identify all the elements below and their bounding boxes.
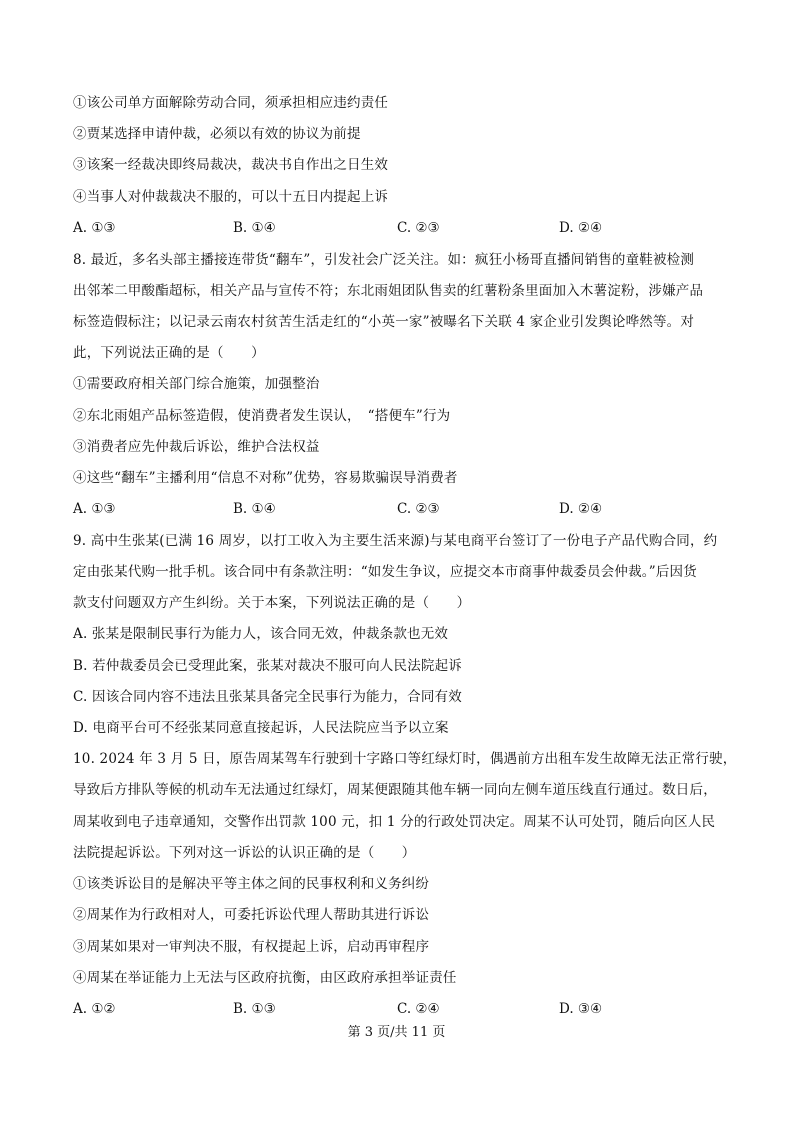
q7-statement-2: ②贾某选择申请仲裁，必须以有效的协议为前提 (73, 126, 361, 142)
q9-choice-b: B. 若仲裁委员会已受理此案，张某对裁决不服可向人民法院起诉 (73, 658, 463, 674)
q9-stem-line-2: 定由张某代购一批手机。该合同中有条款注明：“如发生争议，应提交本市商事仲裁委员会仲裁。”后因货 (73, 564, 697, 580)
page-number-footer: 第 3 页/共 11 页 (347, 1025, 446, 1040)
q8-option-a: A. ①③ (73, 501, 116, 517)
q8-statement-2: ②东北雨姐产品标签造假，使消费者发生误认， “搭便车”行为 (73, 408, 451, 424)
q8-stem-line-4: 此，下列说法正确的是（ ） (73, 345, 265, 361)
q9-choice-d: D. 电商平台可不经张某同意直接起诉，人民法院应当予以立案 (73, 720, 449, 736)
q10-option-c: C. ②④ (397, 1001, 440, 1017)
q8-statement-3: ③消费者应先仲裁后诉讼，维护合法权益 (73, 439, 320, 455)
q10-stem-line-2: 导致后方排队等候的机动车无法通过红绿灯，周某便跟随其他车辆一同向左侧车道压线直行通过。数日后， (73, 782, 717, 798)
q10-option-d: D. ③④ (559, 1001, 603, 1017)
q8-option-b: B. ①④ (233, 501, 276, 517)
q7-statement-3: ③该案一经裁决即终局裁决，裁决书自作出之日生效 (73, 157, 389, 173)
q7-option-a: A. ①③ (73, 220, 116, 236)
q10-stem-line-1: 10. 2024 年 3 月 5 日，原告周某驾车行驶到十字路口等红绿灯时，偶遇前方出租车发生故障无法正常行驶， (73, 751, 737, 767)
q10-option-b: B. ①③ (233, 1001, 276, 1017)
q7-option-b: B. ①④ (233, 220, 276, 236)
q10-statement-4: ④周某在举证能力上无法与区政府抗衡，由区政府承担举证责任 (73, 970, 457, 986)
q8-statement-4: ④这些“翻车”主播利用“信息不对称”优势，容易欺骗误导消费者 (73, 470, 458, 486)
q9-choice-a: A. 张某是限制民事行为能力人，该合同无效，仲裁条款也无效 (73, 626, 449, 642)
q10-statement-1: ①该类诉讼目的是解决平等主体之间的民事权利和义务纠纷 (73, 876, 430, 892)
q8-stem-line-2: 出邻苯二甲酸酯超标，相关产品与宣传不符；东北雨姐团队售卖的红薯粉条里面加入木薯淀粉，涉嫌产品 (73, 283, 704, 299)
q7-statement-4: ④当事人对仲裁裁决不服的，可以十五日内提起上诉 (73, 189, 389, 205)
q7-option-d: D. ②④ (559, 220, 603, 236)
q10-stem-line-4: 法院提起诉讼。下列对这一诉讼的认识正确的是（ ） (73, 845, 416, 861)
q8-statement-1: ①需要政府相关部门综合施策，加强整治 (73, 376, 320, 392)
q10-option-a: A. ①② (73, 1001, 116, 1017)
q8-stem-line-1: 8. 最近，多名头部主播接连带货“翻车”，引发社会广泛关注。如：疯狂小杨哥直播间销售的童鞋被检测 (73, 252, 695, 268)
q10-statement-2: ②周某作为行政相对人，可委托诉讼代理人帮助其进行诉讼 (73, 907, 430, 923)
q7-option-c: C. ②③ (397, 220, 440, 236)
q8-option-c: C. ②③ (397, 501, 440, 517)
q8-option-d: D. ②④ (559, 501, 603, 517)
q8-stem-line-3: 标签造假标注；以记录云南农村贫苦生活走红的“小英一家”被曝名下关联 4 家企业引发舆论哗然等。对 (73, 314, 695, 330)
q10-statement-3: ③周某如果对一审判决不服，有权提起上诉，启动再审程序 (73, 939, 430, 955)
q10-stem-line-3: 周某收到电子违章通知，交警作出罚款 100 元，扣 1 分的行政处罚决定。周某不认可处罚，随后向区人民 (73, 814, 716, 830)
q9-choice-c: C. 因该合同内容不违法且张某具备完全民事行为能力，合同有效 (73, 689, 462, 705)
q9-stem-line-1: 9. 高中生张某(已满 16 周岁，以打工收入为主要生活来源)与某电商平台签订了一份电子产品代购合同，约 (73, 533, 718, 549)
q7-statement-1: ①该公司单方面解除劳动合同，须承担相应违约责任 (73, 95, 389, 111)
q9-stem-line-3: 款支付问题双方产生纠纷。关于本案，下列说法正确的是（ ） (73, 595, 471, 611)
